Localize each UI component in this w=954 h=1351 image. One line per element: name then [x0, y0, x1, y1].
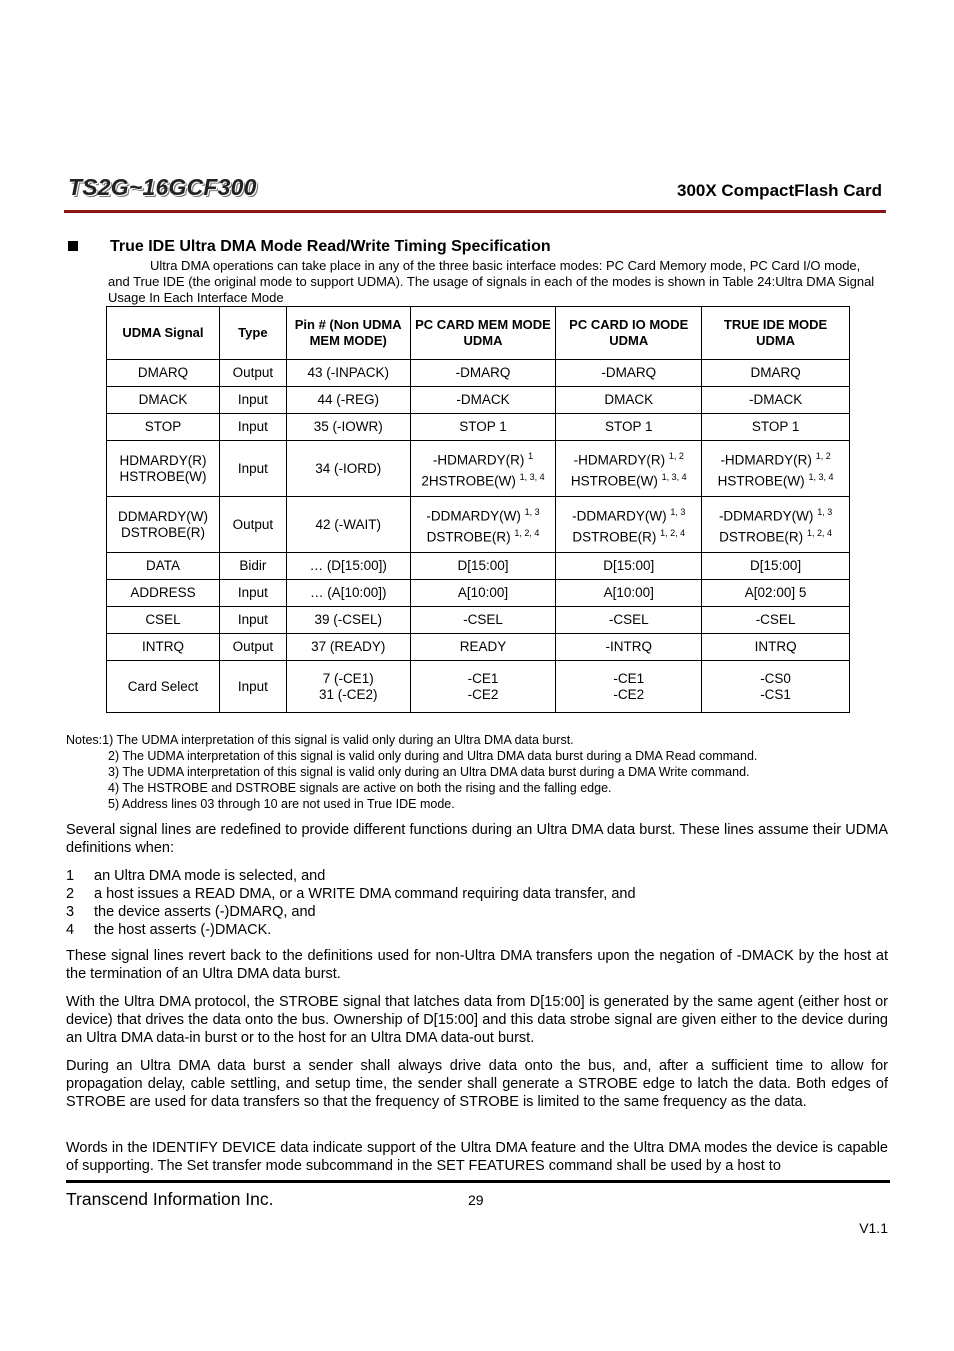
table-cell: INTRQ [107, 634, 220, 661]
table-row [107, 441, 850, 497]
table-cell: Input [219, 607, 286, 634]
table-cell: -CSEL [556, 607, 702, 634]
note-line: 5) Address lines 03 through 10 are not used in True IDE mode. [108, 797, 455, 811]
table-notes [66, 732, 757, 812]
table-cell: … (A[10:00]) [286, 580, 410, 607]
table-cell: 43 (-INPACK) [286, 360, 410, 387]
table-cell: -DDMARDY(W) $^{1, 3}$ DSTROBE(R) $^{1, 2, 4}$ [410, 497, 556, 553]
table-header-row [107, 307, 850, 360]
table-cell: -DMACK [410, 387, 556, 414]
note-line: Notes:1) The UDMA interpretation of this signal is valid only during an Ultra DMA data burst. [66, 733, 574, 747]
section-title: True IDE Ultra DMA Mode Read/Write Timing Specification [110, 238, 551, 255]
table-row [107, 360, 850, 387]
table-cell: STOP 1 [410, 414, 556, 441]
table-cell: 7 (-CE1) 31 (-CE2) [286, 661, 410, 713]
table-cell: Input [219, 580, 286, 607]
table-cell: -CE1 -CE2 [556, 661, 702, 713]
square-bullet-icon [68, 241, 78, 251]
table-cell: READY [410, 634, 556, 661]
table-header: PC CARD IO MODE UDMA [556, 307, 702, 360]
table-cell: D[15:00] [410, 553, 556, 580]
table-cell: 44 (-REG) [286, 387, 410, 414]
table-cell: -HDMARDY(R) $^1$ 2HSTROBE(W) $^{1, 3, 4}$ [410, 441, 556, 497]
paragraph: Words in the IDENTIFY DEVICE data indicate support of the Ultra DMA feature and the Ultra DMA modes the device is capable of supporting. The Set transfer mode subcommand in the SET FEATURES command shall be used by a host to [66, 1140, 888, 1174]
numbered-list [66, 867, 636, 939]
table-cell: -HDMARDY(R) $^{1, 2}$ HSTROBE(W) $^{1, 3, 4}$ [556, 441, 702, 497]
table-cell: D[15:00] [702, 553, 850, 580]
table-cell: Input [219, 387, 286, 414]
table-cell: INTRQ [702, 634, 850, 661]
table-cell: -DDMARDY(W) $^{1, 3}$ DSTROBE(R) $^{1, 2, 4}$ [556, 497, 702, 553]
table-row [107, 607, 850, 634]
table-cell: Input [219, 661, 286, 713]
table-cell: Input [219, 414, 286, 441]
table-cell: -DMARQ [556, 360, 702, 387]
list-item: 3 the device asserts (-)DMARQ, and [66, 904, 316, 920]
table-cell: DMACK [107, 387, 220, 414]
table-header: Pin # (Non UDMA MEM MODE) [286, 307, 410, 360]
table-cell: A[10:00] [410, 580, 556, 607]
table-cell: STOP 1 [702, 414, 850, 441]
table-cell: DMACK [556, 387, 702, 414]
table-cell: -CSEL [702, 607, 850, 634]
table-row [107, 634, 850, 661]
table-cell: -INTRQ [556, 634, 702, 661]
note-line: 4) The HSTROBE and DSTROBE signals are active on both the rising and the falling edge. [108, 781, 612, 795]
paragraph: These signal lines revert back to the definitions used for non-Ultra DMA transfers upon the negation of -DMACK by the host at the termination of an Ultra DMA data burst. [66, 948, 888, 982]
table-row [107, 553, 850, 580]
table-cell: DDMARDY(W) DSTROBE(R) [107, 497, 220, 553]
page-number: 29 [468, 1192, 484, 1208]
document-subtitle: 300X CompactFlash Card [676, 181, 882, 200]
company-name: Transcend Information Inc. [66, 1189, 274, 1209]
table-cell: -CE1 -CE2 [410, 661, 556, 713]
list-item: 2 a host issues a READ DMA, or a WRITE DMA command requiring data transfer, and [66, 886, 636, 902]
list-item: 4 the host asserts (-)DMACK. [66, 922, 272, 938]
table-cell: -DDMARDY(W) $^{1, 3}$ DSTROBE(R) $^{1, 2, 4}$ [702, 497, 850, 553]
note-line: 3) The UDMA interpretation of this signal is valid only during an Ultra DMA data burst during a DMA Write command. [108, 765, 750, 779]
table-cell: -HDMARDY(R) $^{1, 2}$ HSTROBE(W) $^{1, 3, 4}$ [702, 441, 850, 497]
paragraph: With the Ultra DMA protocol, the STROBE signal that latches data from D[15:00] is generated by the same agent (either host or device) that drives the data onto the bus. Ownership of D[15:00] and this data strobe signal are given either to the device during an Ultra DMA data-in burst or to the host for an Ultra DMA data-out burst. [66, 994, 888, 1046]
table-cell: -CSEL [410, 607, 556, 634]
section-intro: Ultra DMA operations can take place in any of the three basic interface modes: PC Card Memory mode, PC Card I/O mode, and True IDE (the original mode to support UDMA). The usage of signals in each of the modes is shown in Table 24:Ultra DMA Signal Usage In Each Interface Mode [108, 258, 875, 305]
table-row [107, 497, 850, 553]
table-cell: HDMARDY(R) HSTROBE(W) [107, 441, 220, 497]
table-cell: Bidir [219, 553, 286, 580]
table-cell: DATA [107, 553, 220, 580]
version-label: V1.1 [859, 1220, 888, 1236]
udma-signal-table [106, 306, 850, 713]
table-cell: -DMARQ [410, 360, 556, 387]
table-cell: ADDRESS [107, 580, 220, 607]
table-cell: Card Select [107, 661, 220, 713]
table-header: UDMA Signal [107, 307, 220, 360]
table-row [107, 580, 850, 607]
table-cell: A[10:00] [556, 580, 702, 607]
table-cell: DMARQ [107, 360, 220, 387]
table-header: TRUE IDE MODE UDMA [702, 307, 850, 360]
table-cell: 37 (READY) [286, 634, 410, 661]
table-cell: 42 (-WAIT) [286, 497, 410, 553]
table-row [107, 414, 850, 441]
table-header: PC CARD MEM MODE UDMA [410, 307, 556, 360]
table-cell: … (D[15:00]) [286, 553, 410, 580]
table-cell: A[02:00] 5 [702, 580, 850, 607]
header-divider [64, 210, 886, 213]
product-title: TS2G~16GCF300 [68, 174, 257, 200]
footer-divider [66, 1180, 890, 1183]
table-header: Type [219, 307, 286, 360]
table-cell: D[15:00] [556, 553, 702, 580]
paragraph: Several signal lines are redefined to provide different functions during an Ultra DMA data burst. These lines assume their UDMA definitions when: [66, 822, 888, 856]
table-cell: DMARQ [702, 360, 850, 387]
paragraph: During an Ultra DMA data burst a sender shall always drive data onto the bus, and, after a sufficient time to allow for propagation delay, cable settling, and setup time, the sender shall generate a STROBE edge to latch the data. Both edges of STROBE are used for data transfers so that the frequency of STROBE is limited to the same frequency as the data. [66, 1058, 888, 1110]
table-cell: Output [219, 497, 286, 553]
table-cell: 35 (-IOWR) [286, 414, 410, 441]
table-cell: STOP 1 [556, 414, 702, 441]
table-cell: Output [219, 360, 286, 387]
list-item: 1 an Ultra DMA mode is selected, and [66, 868, 326, 884]
table-cell: 39 (-CSEL) [286, 607, 410, 634]
table-cell: STOP [107, 414, 220, 441]
table-cell: 34 (-IORD) [286, 441, 410, 497]
table-row [107, 661, 850, 713]
table-row [107, 387, 850, 414]
table-cell: CSEL [107, 607, 220, 634]
note-line: 2) The UDMA interpretation of this signal is valid only during and Ultra DMA data burst during a DMA Read command. [108, 749, 758, 763]
table-cell: Output [219, 634, 286, 661]
table-cell: Input [219, 441, 286, 497]
table-cell: -CS0 -CS1 [702, 661, 850, 713]
table-cell: -DMACK [702, 387, 850, 414]
